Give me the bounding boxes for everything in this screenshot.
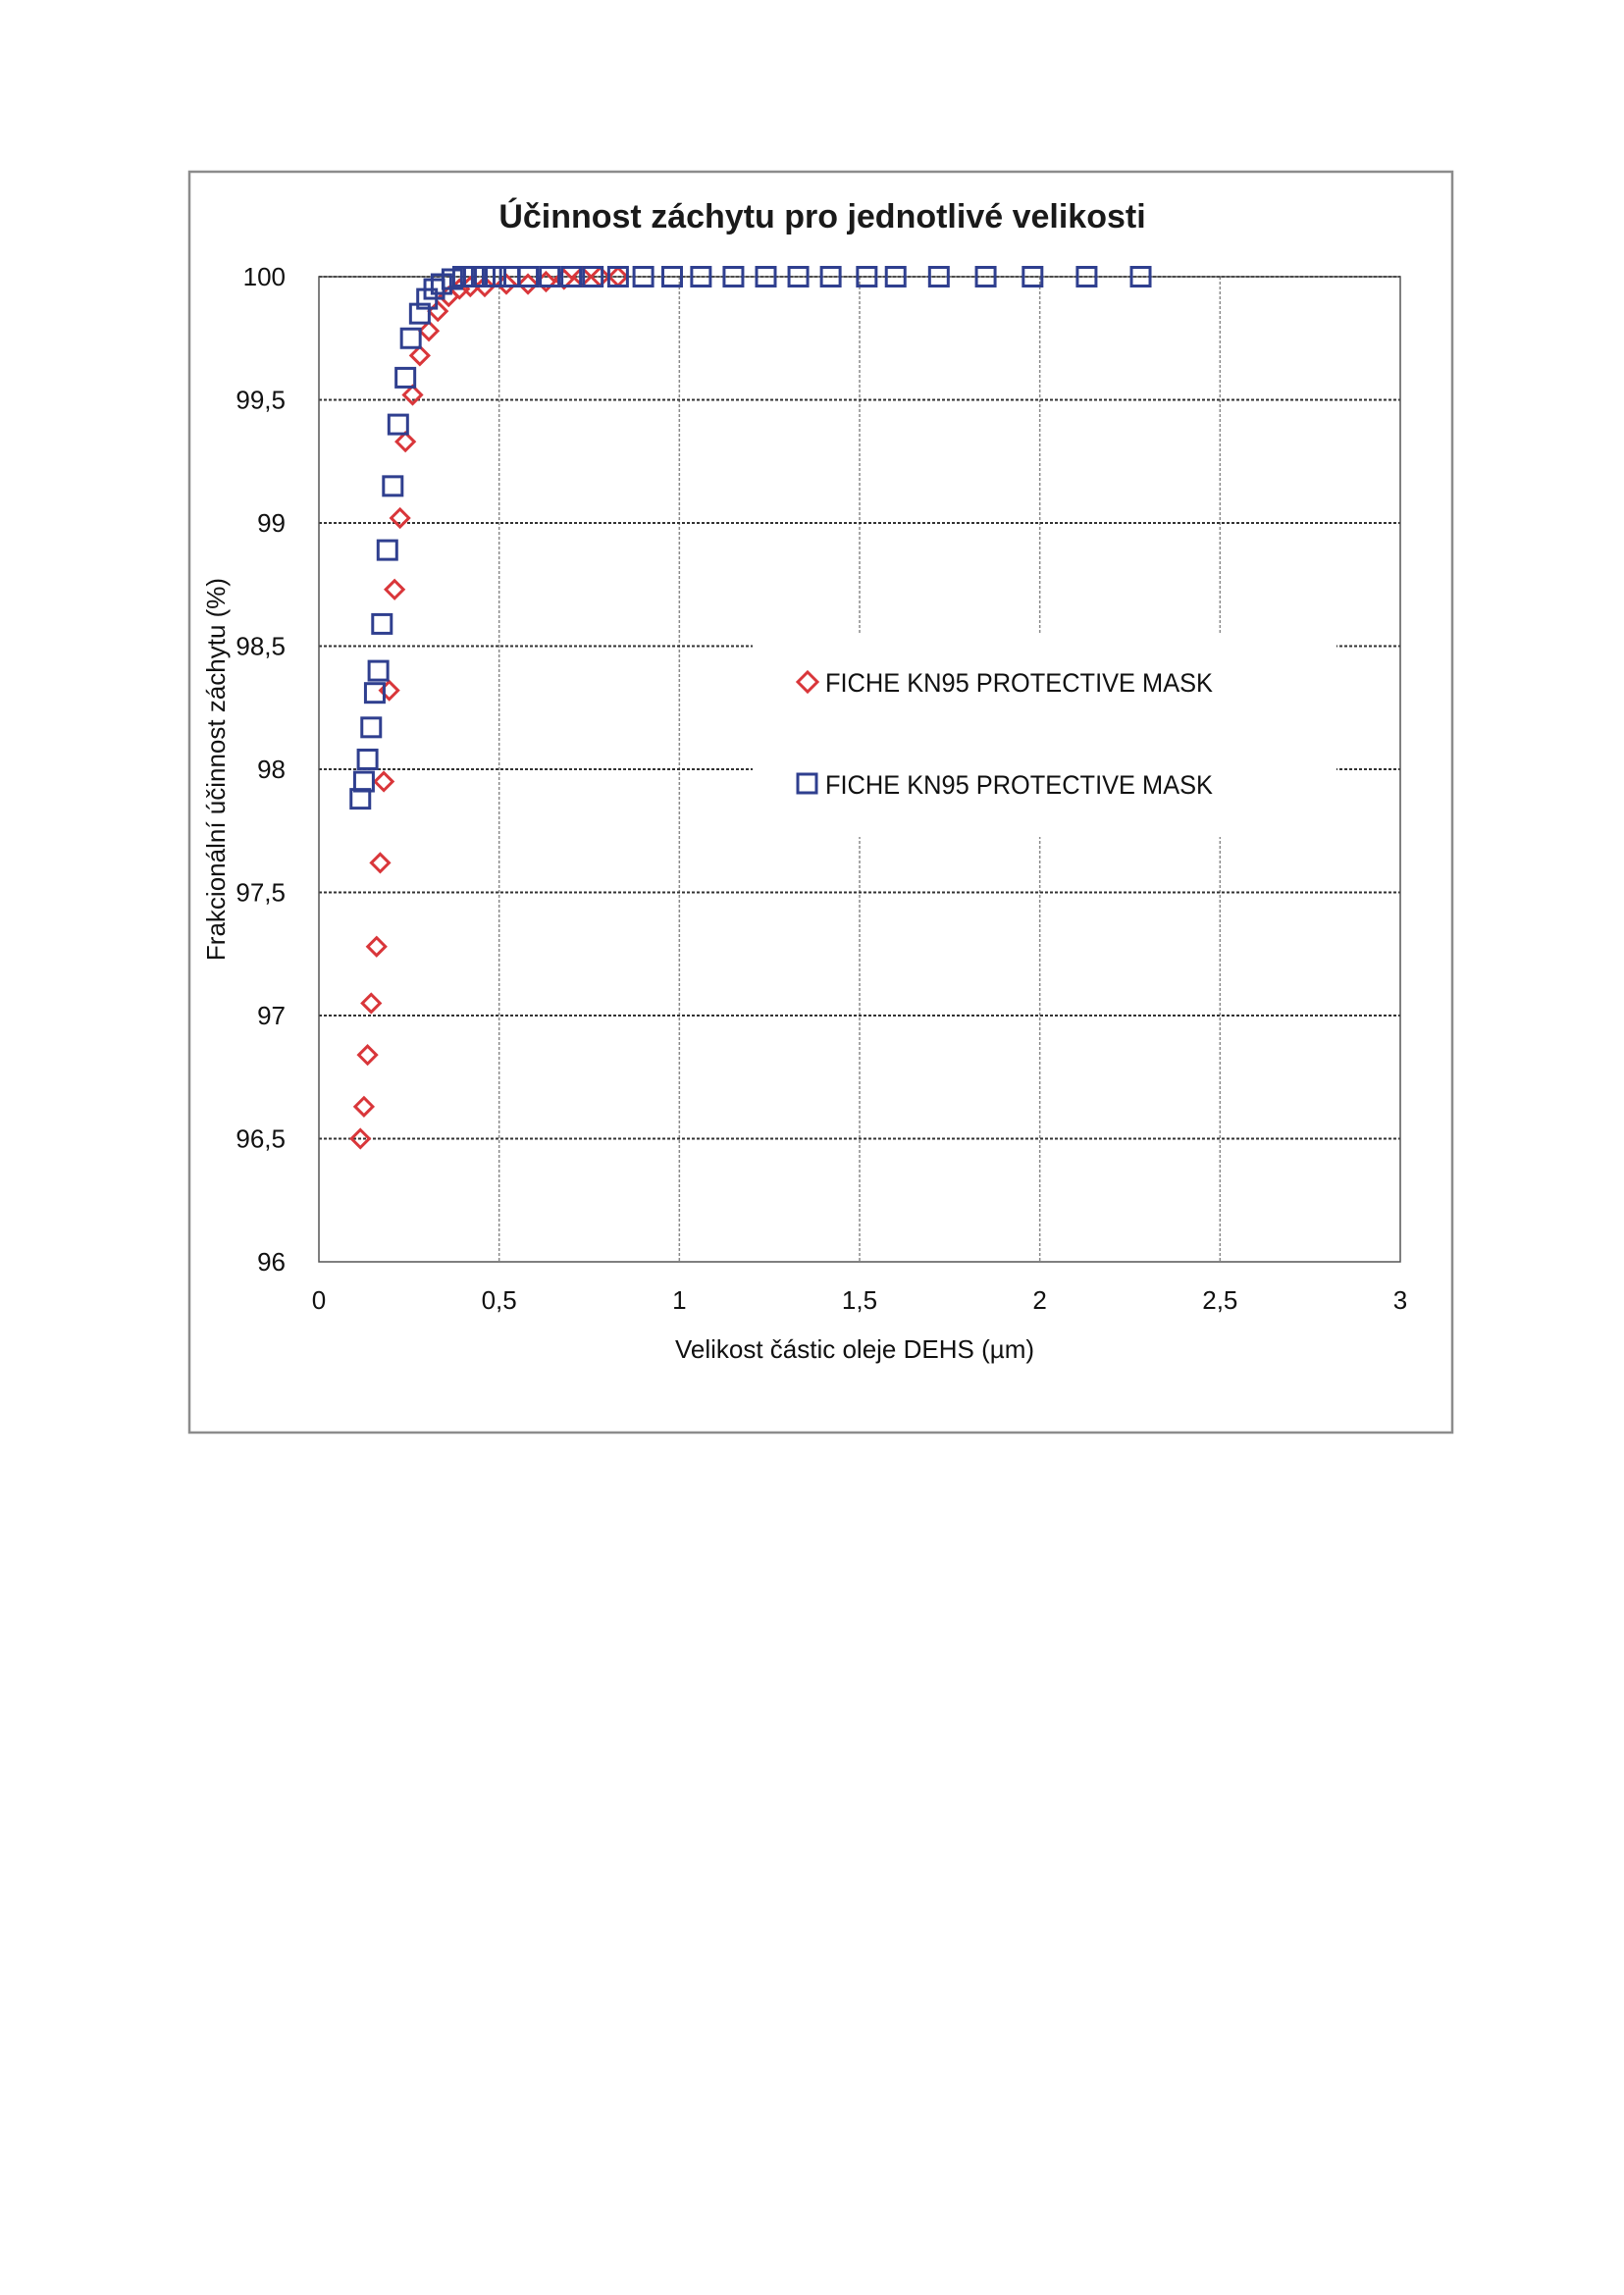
x-tick-label: 0 bbox=[311, 1285, 327, 1315]
y-tick-label: 98 bbox=[257, 755, 286, 784]
y-axis-label: Frakcionální účinnost záchytu (%) bbox=[201, 577, 231, 962]
y-tick-label: 99 bbox=[257, 508, 286, 538]
legend bbox=[753, 633, 1336, 837]
chart-title: Účinnost záchytu pro jednotlivé velikosti bbox=[498, 198, 1146, 235]
y-tick-label: 97 bbox=[257, 1001, 286, 1030]
legend-label-series-1: FICHE KN95 PROTECTIVE MASK bbox=[825, 668, 1213, 698]
y-tick-label: 100 bbox=[242, 262, 286, 291]
y-tick-label: 96 bbox=[257, 1247, 286, 1277]
y-tick-label: 97,5 bbox=[236, 877, 286, 908]
x-tick-label: 2,5 bbox=[1202, 1285, 1238, 1315]
y-tick-label: 99,5 bbox=[236, 385, 286, 415]
y-tick-label: 96,5 bbox=[236, 1123, 286, 1154]
legend-label-series-2: FICHE KN95 PROTECTIVE MASK bbox=[825, 770, 1213, 800]
x-tick-label: 1 bbox=[672, 1285, 687, 1315]
x-tick-label: 0,5 bbox=[481, 1285, 517, 1315]
x-axis-label: Velikost částic oleje DEHS (µm) bbox=[674, 1334, 1035, 1364]
x-tick-label: 2 bbox=[1032, 1285, 1047, 1315]
x-tick-label: 1,5 bbox=[841, 1285, 878, 1315]
y-tick-label: 98,5 bbox=[236, 631, 286, 661]
x-tick-label: 3 bbox=[1392, 1285, 1408, 1315]
legend-background bbox=[753, 633, 1336, 837]
